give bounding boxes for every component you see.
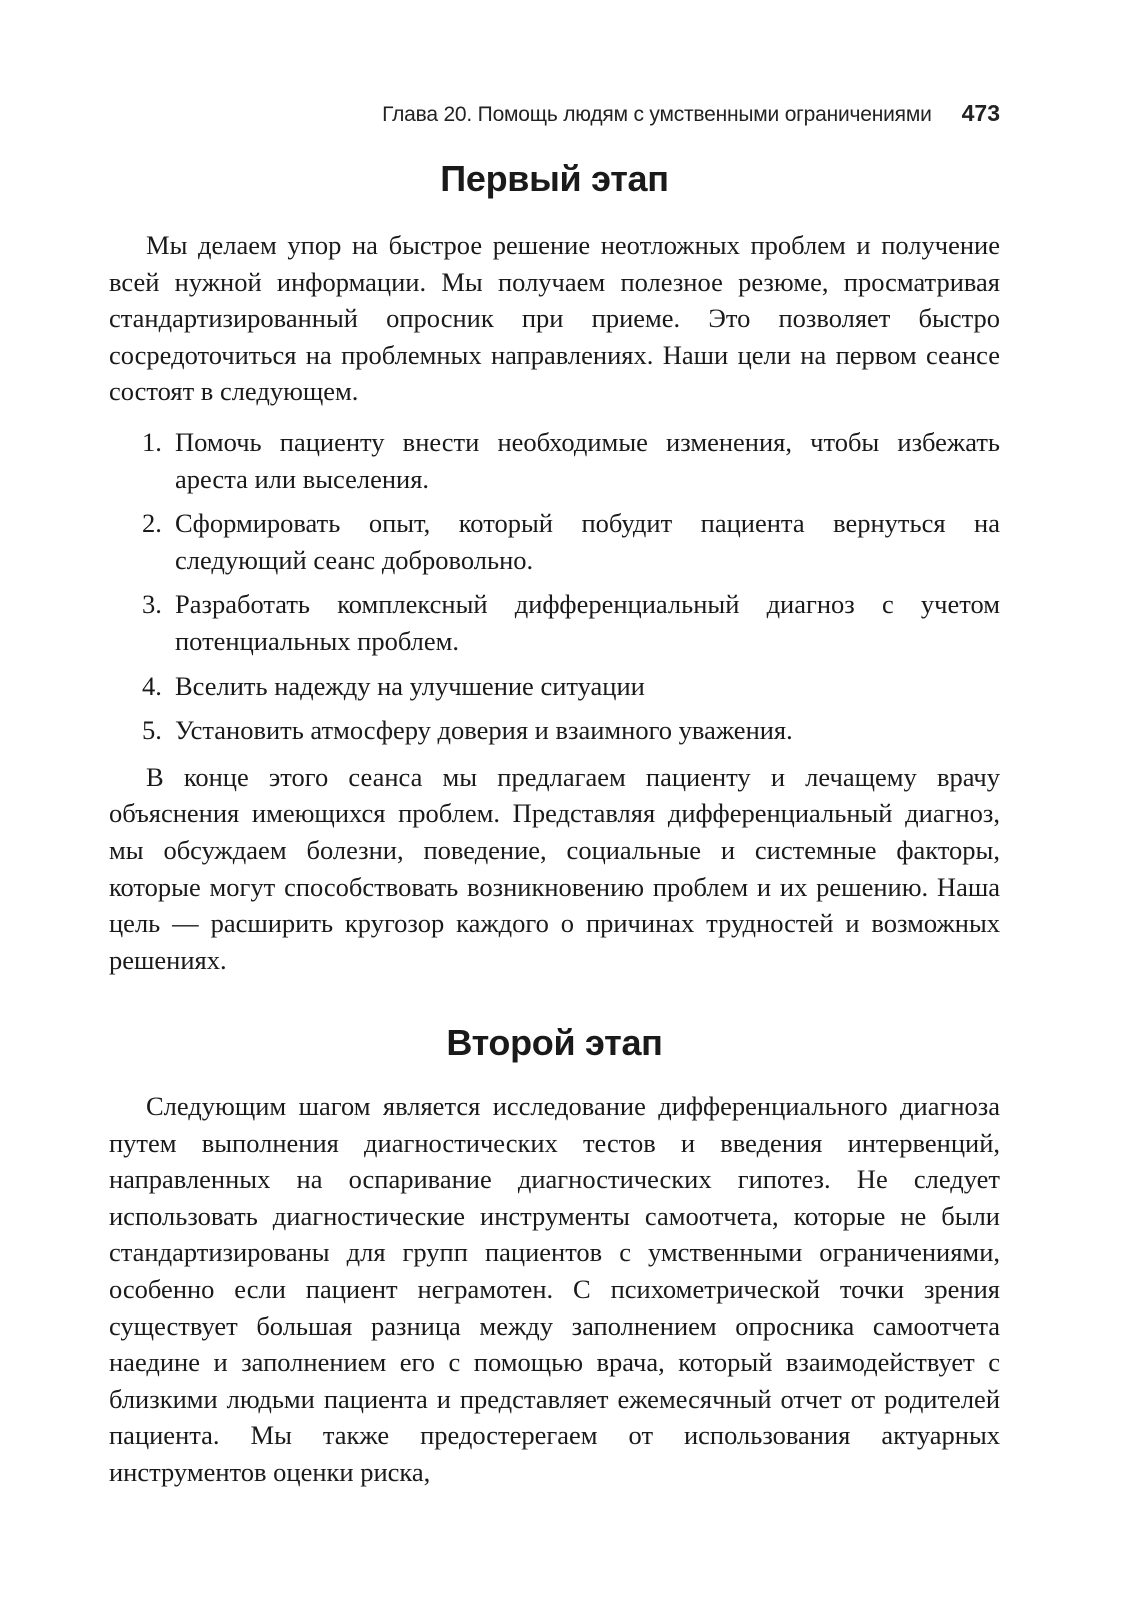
- section-title: Второй этап: [446, 1022, 663, 1063]
- list-item: [109, 712, 1000, 749]
- chapter-title: Глава 20. Помощь людям с умственными ограничениями: [382, 103, 932, 126]
- list-item: [109, 505, 1000, 578]
- goals-list: [109, 424, 1000, 749]
- intro-paragraph: Мы делаем упор на быстрое решение неотложных проблем и получение всей нужной информации. Мы получаем полезное резюме, просматривая стандартизированный опросник при приеме. Это позволяет быстро сосредоточиться на проблемных направлениях. Наши цели на первом сеансе состоят в следующем.: [109, 230, 1000, 407]
- list-item-text: Установить атмосферу доверия и взаимного уважения.: [175, 715, 793, 746]
- list-item-number: 4.: [142, 670, 162, 701]
- list-item: [109, 586, 1000, 659]
- list-item-text: Помочь пациенту внести необходимые изменения, чтобы избежать ареста или выселения.: [175, 426, 1000, 494]
- section-title: Первый этап: [440, 158, 669, 199]
- list-item-text: Сформировать опыт, который побудит пациента вернуться на следующий сеанс добровольно.: [175, 508, 1000, 575]
- section-first-stage: [109, 158, 1000, 978]
- list-item: [109, 424, 1000, 497]
- section-second-stage: [109, 1022, 1000, 1491]
- list-item: [109, 668, 1000, 705]
- list-item-number: 1.: [142, 426, 162, 457]
- list-item-text: Разработать комплексный дифференциальный диагноз с учетом потенциальных проблем.: [175, 589, 1000, 656]
- closing-paragraph: В конце этого сеанса мы предлагаем пациенту и лечащему врачу объяснения имеющихся проблем. Представляя дифференциальный диагноз, мы обсуждаем болезни, поведение, социальные и системные факторы, которые могут способствовать возникновению проблем и их решению. Наша цель — расширить кругозор каждого о причинах трудностей и возможных решениях.: [109, 761, 1000, 975]
- list-item-number: 5.: [142, 715, 162, 746]
- body-paragraph: Следующим шагом является исследование дифференциального диагноза путем выполнения диагностических тестов и введения интервенций, направленных на оспаривание диагностических гипотез. Не следует использовать диагностические инструменты самоотчета, которые не были стандартизированы для групп пациентов с умственными ограничениями, особенно если пациент неграмотен. С психометрической точки зрения существует большая разница между заполнением опросника самоотчета наедине и заполнением его с помощью врача, который взаимодействует с близкими людьми пациента и представляет ежемесячный отчет от родителей пациента. Мы также предостерегаем от использования актуарных инструментов оценки риска,: [109, 1091, 1000, 1487]
- list-item-text: Вселить надежду на улучшение ситуации: [175, 670, 645, 701]
- list-item-number: 2.: [142, 508, 162, 539]
- running-header: [109, 100, 1000, 134]
- list-item-number: 3.: [142, 589, 162, 620]
- page-number: 473: [961, 100, 1000, 126]
